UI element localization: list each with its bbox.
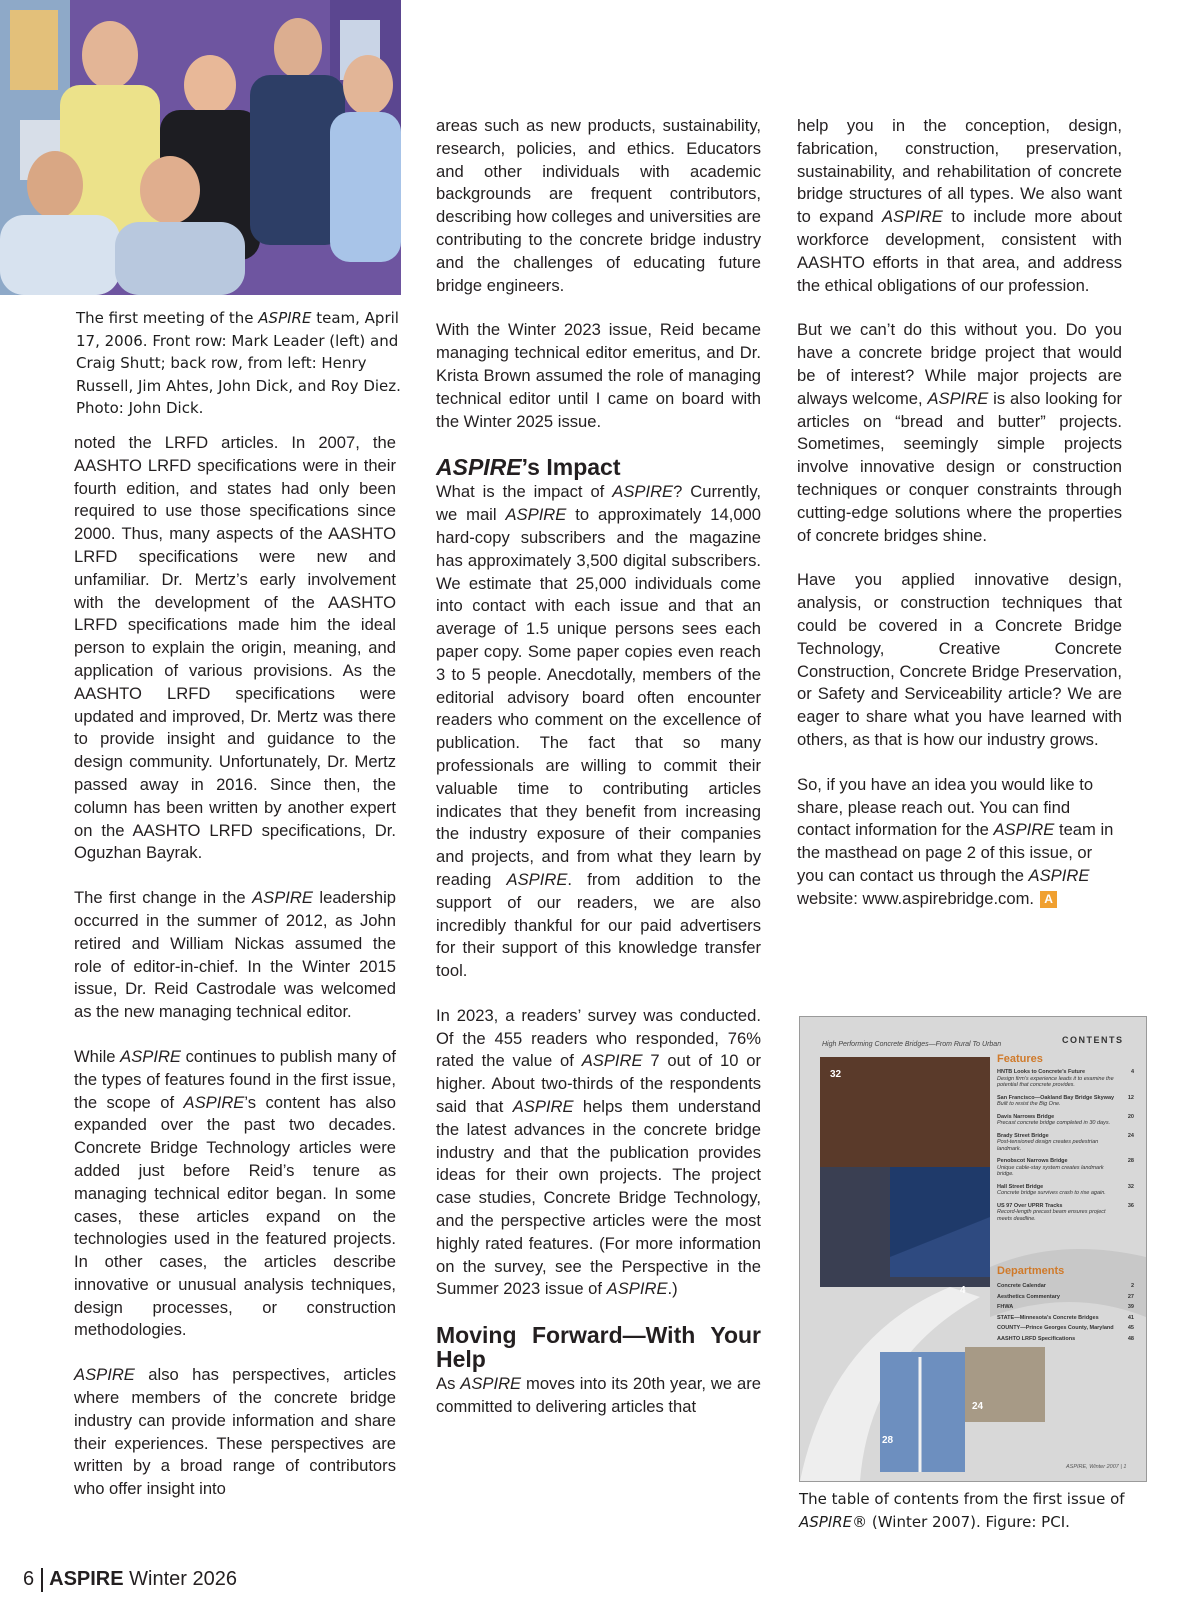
toc-feature-page: 20 [1127, 1113, 1134, 1120]
toc-feature-item [997, 1114, 1134, 1127]
toc-feature-page: 32 [1127, 1183, 1134, 1190]
column-3 [797, 115, 1122, 933]
toc-department-title: Aesthetics Commentary [997, 1293, 1060, 1300]
toc-department-item [997, 1313, 1134, 1324]
toc-feature-title: Brady Street Bridge [997, 1132, 1049, 1139]
column-1 [74, 432, 396, 1523]
paragraph: noted the LRFD articles. In 2007, the AASHTO LRFD specifications were in their fourth edition, and states had only been required to use those specifications since 2000. Thus, many aspects of the AASHTO LRFD specifications were new and unfamiliar. Dr. Mertz’s early involvement with the development of the AASHTO LRFD specifications made him the ideal person to explain the origin, meaning, and application of various provisions. As the AASHTO LRFD specifications were updated and improved, Dr. Mertz was there to provide insight and guidance to the design community. Unfortunately, Dr. Mertz passed away in 2016. Since then, the column has been written by another expert on the AASHTO LRFD specifications, Dr. Oguzhan Bayrak. [74, 433, 396, 863]
toc-feature-desc: Concrete bridge survives crash to rise again. [997, 1190, 1106, 1196]
toc-department-item [997, 1334, 1134, 1345]
toc-caption: The table of contents from the first issue of ASPIRE® (Winter 2007). Figure: PCI. [799, 1490, 1125, 1531]
footer-divider [41, 1568, 43, 1592]
toc-feature-desc: Built to resist the Big One. [997, 1101, 1061, 1107]
paragraph: In 2023, a readers’ survey was conducted. Of the 455 readers who responded, 76% rated the value of ASPIRE 7 out of 10 or higher. About two-thirds of the respondents said that ASPIRE helps them understand the latest advances in the concrete bridge industry and that the publication provides ideas for their own projects. The project case studies, Concrete Bridge Technology, and the perspective articles were the most highly rated features. (For more information on the survey, see the Perspective in the Summer 2023 issue of ASPIRE.) [436, 1005, 762, 1299]
paragraph: ASPIRE also has perspectives, articles where members of the concrete bridge industry can provide information and share their experiences. These perspectives are written by a broad range of contributors who offer insight into [74, 1365, 396, 1499]
toc-departments-title: Departments [997, 1265, 1065, 1277]
magazine-name: ASPIRE [49, 1568, 124, 1590]
toc-feature-desc: Unique cable-stay system creates landmark bridge. [997, 1164, 1104, 1177]
toc-feature-desc: Record-length precast beam ensures project meets deadline. [997, 1209, 1106, 1222]
paragraph: The first change in the ASPIRE leadership occurred in the summer of 2012, as John retired and William Nickas assumed the role of editor-in-chief. In the Winter 2015 issue, Dr. Reid Castrodale was welcomed as the new managing technical editor. [74, 888, 396, 1022]
team-photo-illustration [0, 0, 401, 295]
toc-feature-page: 36 [1127, 1202, 1134, 1209]
toc-feature-title: San Francisco—Oakland Bay Bridge Skyway [997, 1094, 1115, 1101]
toc-department-item [997, 1281, 1134, 1292]
toc-feature-title: Penobscot Narrows Bridge [997, 1158, 1068, 1164]
toc-feature-title: Davis Narrows Bridge [997, 1113, 1055, 1120]
issue-label: Winter 2026 [123, 1568, 237, 1590]
toc-department-page: 45 [1127, 1325, 1134, 1331]
section-heading-moving-forward: Moving Forward—With Your Help [436, 1322, 761, 1373]
paragraph: Have you applied innovative design, analysis, or construction techniques that could be covered in a Concrete Bridge Technology, Creative Concrete Construction, Concrete Bridge Preservation, or Safety and Serviceability article? We are eager to share what you have learned with others, as that is how our industry grows. [797, 570, 1122, 749]
toc-feature-desc: Design firm’s experience leads it to examine the potential that concrete provides. [997, 1075, 1114, 1088]
toc-department-title: FHWA [997, 1304, 1014, 1310]
toc-feature-title: HNTB Looks to Concrete’s Future [997, 1069, 1086, 1075]
toc-feature-item [997, 1069, 1134, 1089]
section-heading-impact: ASPIRE’s Impact [436, 454, 621, 481]
column-2 [436, 115, 761, 1441]
page-number: 6 [23, 1568, 35, 1590]
toc-photo-label: 4 [960, 1285, 966, 1296]
toc-department-item [997, 1302, 1134, 1313]
paragraph: While ASPIRE continues to publish many of the types of features found in the first issue, the scope of ASPIRE’s content has also expanded over the past two decades. Concrete Bridge Technology articles were added just before Reid’s tenure as managing technical editor began. In some cases, these articles expand on the technologies used in the featured projects. In other cases, the articles describe innovative or unusual analysis techniques, design processes, or construction methodologies. [74, 1046, 396, 1340]
paragraph: areas such as new products, sustainability, research, policies, and ethics. Educators and other individuals with academic backgrounds are frequent contributors, describing how colleges and universities are contributing to the concrete bridge industry and the challenges of educating future bridge engineers. [436, 116, 761, 295]
toc-tagline: High Performing Concrete Bridges—From Rural To Urban [822, 1041, 1002, 1048]
toc-heading: CONTENTS [1062, 1035, 1124, 1045]
toc-photo-label: 24 [972, 1401, 984, 1412]
aspire-end-mark-icon: A [1040, 891, 1057, 908]
toc-department-title: STATE—Minnesota’s Concrete Bridges [997, 1314, 1099, 1321]
toc-feature-item [997, 1158, 1134, 1178]
toc-department-page: 2 [1130, 1283, 1134, 1289]
toc-feature-desc: Precast concrete bridge completed in 30 days. [997, 1120, 1111, 1126]
paragraph: But we can’t do this without you. Do you have a concrete bridge project that would be of interest? While major projects are always welcome, ASPIRE is also looking for articles on “bread and butter” projects. Sometimes, seemingly simple projects involve innovative design or construction techniques or conquer constraints through cutting-edge solutions where the properties of concrete bridges shine. [797, 320, 1122, 545]
page-footer [23, 1564, 237, 1594]
photo-caption: The first meeting of the ASPIRE team, April 17, 2006. Front row: Mark Leader (left) and Craig Shutt; back row, from left: Henry Russell, Jim Ahtes, John Dick, and Roy Diez. Photo: John Dick. [76, 309, 401, 417]
toc-department-item [997, 1323, 1134, 1334]
toc-department-item [997, 1292, 1134, 1303]
paragraph: With the Winter 2023 issue, Reid became managing technical editor emeritus, and Dr. Krista Brown assumed the role of managing technical editor until I came on board with the Winter 2025 issue. [436, 320, 761, 431]
paragraph: help you in the conception, design, fabrication, construction, preservation, sustainability, and rehabilitation of concrete bridge structures of all types. We also want to expand ASPIRE to include more about workforce development, consistent with AASHTO efforts in that area, and address the ethical obligations of our profession. [797, 116, 1123, 295]
toc-features-list [997, 1069, 1134, 1228]
toc-department-title: AASHTO LRFD Specifications [997, 1335, 1076, 1342]
toc-department-page: 27 [1127, 1293, 1134, 1300]
toc-figure [799, 1016, 1147, 1482]
toc-department-page: 39 [1127, 1304, 1134, 1310]
toc-feature-title: US 97 Over UPRR Tracks [997, 1202, 1063, 1209]
toc-department-page: 41 [1127, 1314, 1134, 1321]
toc-department-page: 48 [1127, 1335, 1134, 1342]
paragraph: So, if you have an idea you would like to share, please reach out. You can find contact information for the ASPIRE team in the masthead on page 2 of this issue, or you can contact us through the ASPIRE website: www.aspirebridge.com. A [797, 774, 1114, 908]
toc-feature-page: 24 [1127, 1132, 1134, 1139]
toc-photo-label: 32 [830, 1069, 842, 1080]
paragraph: What is the impact of ASPIRE? Currently, we mail ASPIRE to approximately 14,000 hard-copy subscribers and the magazine has approximately 3,500 digital subscribers. We estimate that 25,000 individuals come into contact with each issue and that an average of 1.5 unique persons sees each paper copy. Some paper copies even reach 3 to 5 people. Anecdotally, members of the editorial advisory board often encounter readers who comment on the excellence of publication. The fact that so many professionals are willing to commit their valuable time to contributing articles indicates that they benefit from increasing the industry exposure of their companies and projects, and from what they learn by reading ASPIRE. from addition to the support of our readers, we are also incredibly thankful for our paid advertisers for their support of this knowledge transfer tool. [436, 482, 761, 981]
toc-feature-title: Hall Street Bridge [997, 1183, 1044, 1190]
toc-feature-item [997, 1203, 1134, 1223]
toc-feature-page: 4 [1130, 1069, 1134, 1075]
toc-department-title: Concrete Calendar [997, 1283, 1046, 1289]
toc-page-footer: ASPIRE, Winter 2007 | 1 [1066, 1464, 1127, 1470]
toc-photo-label: 28 [882, 1435, 894, 1446]
toc-features-title: Features [997, 1053, 1043, 1065]
toc-department-title: COUNTY—Prince Georges County, Maryland [997, 1325, 1114, 1331]
team-photo [0, 0, 401, 295]
toc-feature-item [997, 1133, 1134, 1153]
toc-departments-list [997, 1281, 1134, 1344]
toc-feature-page: 28 [1127, 1158, 1134, 1164]
toc-feature-page: 12 [1127, 1094, 1134, 1101]
paragraph: As ASPIRE moves into its 20th year, we are committed to delivering articles that [436, 1374, 761, 1417]
toc-feature-item [997, 1184, 1134, 1197]
toc-feature-item [997, 1095, 1134, 1108]
toc-feature-desc: Post-tensioned design creates pedestrian landmark. [997, 1139, 1099, 1152]
